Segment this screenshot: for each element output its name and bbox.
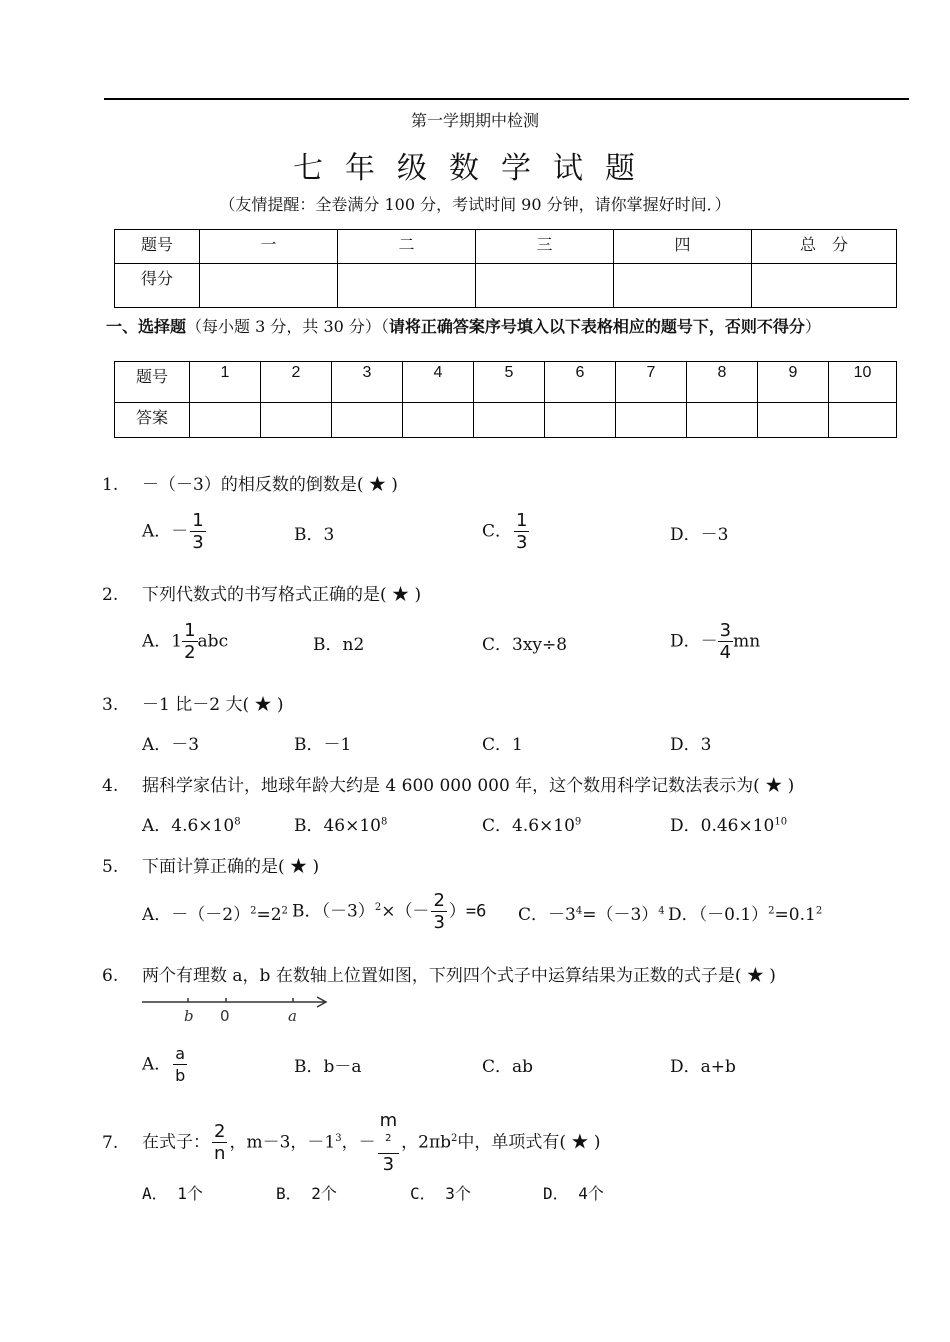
axis-label-0: 0 <box>220 1007 230 1025</box>
score-header-cell: 题号 <box>115 230 200 264</box>
question-stem: 两个有理数 a，b 在数轴上位置如图，下列四个式子中运算结果为正数的式子是( ★ ) <box>142 966 776 986</box>
question-stem: 据科学家估计，地球年龄大约是 4 600 000 000 年，这个数用科学记数法表示为( ★ ) <box>142 776 795 796</box>
question-7: 7. 在式子： $\frac{2}{n}$ ，m－3，$-1^3$，－ m $^2$ 3 ，$2\pi b^2$中，单项式有( ★ ) <box>102 1110 601 1175</box>
answer-header-cell: 3 <box>332 362 403 403</box>
score-row-label: 得分 <box>115 264 200 308</box>
section-1-instruction: 请将正确答案序号填入以下表格相应的题号下，否则不得分 <box>388 317 805 336</box>
q3-option-b[interactable]: B．－1 <box>294 735 352 755</box>
q4-option-a[interactable]: A．$4.6\times 10^8$ <box>142 816 241 836</box>
answer-cell[interactable] <box>687 403 758 438</box>
q1-option-c[interactable]: C． $\frac{1}{3}$ <box>482 510 528 553</box>
section-1-heading <box>106 314 821 337</box>
number-line-figure <box>142 995 332 1027</box>
q2-option-c[interactable]: C．3xy÷8 <box>482 635 568 655</box>
fraction: $\frac{1}{3}$ <box>516 510 528 553</box>
q2-option-d[interactable]: D．－ $\frac{3}{4}$ mn <box>670 620 761 663</box>
q3-option-c[interactable]: C．1 <box>482 735 523 755</box>
answer-cell[interactable] <box>616 403 687 438</box>
q5-option-b[interactable]: B．$(-3)^2\times(-$ $\frac{2}{3}$ ）=6 <box>292 890 487 933</box>
question-stem: －1 比－2 大( ★ ) <box>142 695 284 715</box>
q2-option-a[interactable]: A．1 $\frac{1}{2}$ abc <box>142 620 229 663</box>
question-number: 6. <box>102 966 119 986</box>
score-table <box>114 229 897 308</box>
score-header-cell: 四 <box>614 230 752 264</box>
score-header-cell: 一 <box>200 230 338 264</box>
answer-cell[interactable] <box>829 403 897 438</box>
fraction: $\frac{3}{4}$ <box>719 620 732 663</box>
question-number: 1. <box>102 475 119 495</box>
q7-option-d[interactable]: D． 4个 <box>543 1184 604 1203</box>
score-header-cell: 三 <box>476 230 614 264</box>
answer-cell[interactable] <box>261 403 332 438</box>
fraction: $\frac{1}{3}$ <box>192 510 204 553</box>
section-1-title: 一、选择题 <box>106 317 187 336</box>
exam-subtitle: 第一学期期中检测 <box>410 111 539 130</box>
answer-header-cell: 4 <box>403 362 474 403</box>
header-rule <box>104 98 909 100</box>
question-stem: 下面计算正确的是( ★ ) <box>142 857 320 877</box>
answer-header-cell: 7 <box>616 362 687 403</box>
q7-option-c[interactable]: C． 3个 <box>410 1184 471 1203</box>
question-number: 2. <box>102 585 119 605</box>
q7-option-b[interactable]: B． 2个 <box>276 1184 337 1203</box>
answer-cell[interactable] <box>545 403 616 438</box>
answer-header-cell: 1 <box>190 362 261 403</box>
answer-cell[interactable] <box>403 403 474 438</box>
q1-option-b[interactable]: B．3 <box>294 525 335 545</box>
q6-option-c[interactable]: C．ab <box>482 1057 534 1077</box>
answer-header-cell: 2 <box>261 362 332 403</box>
q6-option-d[interactable]: D．a+b <box>670 1057 736 1077</box>
answer-cell[interactable] <box>474 403 545 438</box>
question-2 <box>102 580 421 605</box>
answer-cell[interactable] <box>190 403 261 438</box>
answer-cell[interactable] <box>332 403 403 438</box>
question-3 <box>102 690 284 715</box>
exam-title: 七年级数学试题 <box>293 151 657 186</box>
question-number: 5. <box>102 857 119 877</box>
question-4 <box>102 771 794 796</box>
answer-header-cell: 5 <box>474 362 545 403</box>
q7-option-a[interactable]: A． 1个 <box>142 1184 203 1203</box>
answer-table <box>114 361 897 438</box>
question-stem: －（－3）的相反数的倒数是( ★ ) <box>142 475 398 495</box>
fraction: $\frac{2}{3}$ <box>433 890 445 933</box>
q6-option-a[interactable]: A． $\frac{a}{b}$ <box>142 1044 186 1085</box>
q5-option-c[interactable]: C．$-3^4=(-3)^4$ <box>518 905 665 925</box>
question-number: 3. <box>102 695 119 715</box>
fraction: $\frac{a}{b}$ <box>175 1044 186 1085</box>
score-header-cell: 总 分 <box>752 230 897 264</box>
score-cell[interactable] <box>338 264 476 308</box>
answer-header-cell: 6 <box>545 362 616 403</box>
question-number: 7. <box>102 1132 119 1153</box>
score-cell[interactable] <box>476 264 614 308</box>
answer-header-cell: 10 <box>829 362 897 403</box>
q4-option-c[interactable]: C．$4.6\times 10^9$ <box>482 816 582 836</box>
axis-label-a: a <box>288 1007 297 1025</box>
section-1-end: ） <box>804 317 821 336</box>
question-stem: 下列代数式的书写格式正确的是( ★ ) <box>142 585 422 605</box>
question-number: 4. <box>102 776 119 796</box>
q6-option-b[interactable]: B．b－a <box>294 1057 362 1077</box>
axis-label-b: b <box>184 1007 194 1025</box>
question-6 <box>102 961 776 986</box>
q1-option-d[interactable]: D．－3 <box>670 525 729 545</box>
exam-reminder: （友情提醒：全卷满分 100 分，考试时间 90 分钟，请你掌握好时间．） <box>219 195 731 214</box>
answer-header-cell: 8 <box>687 362 758 403</box>
q3-option-d[interactable]: D．3 <box>670 735 712 755</box>
question-5 <box>102 852 319 877</box>
answer-cell[interactable] <box>758 403 829 438</box>
fraction: $\frac{1}{2}$ <box>184 620 196 663</box>
q2-option-b[interactable]: B．n2 <box>313 635 365 655</box>
score-cell[interactable] <box>752 264 897 308</box>
answer-row-label: 答案 <box>115 403 190 438</box>
score-cell[interactable] <box>614 264 752 308</box>
question-1 <box>102 470 398 495</box>
q5-option-a[interactable]: A．$-(-2)^2=2^2$ <box>142 905 288 925</box>
q1-option-a[interactable]: A．－ $\frac{1}{3}$ <box>142 510 204 553</box>
q4-option-d[interactable]: D．$0.46\times 10^{10}$ <box>670 816 788 836</box>
q3-option-a[interactable]: A．－3 <box>142 735 200 755</box>
fraction: $\frac{2}{n}$ <box>214 1121 226 1164</box>
score-header-cell: 二 <box>338 230 476 264</box>
fraction: m $^2$ 3 <box>379 1110 398 1175</box>
answer-header-cell: 题号 <box>115 362 190 403</box>
answer-header-cell: 9 <box>758 362 829 403</box>
score-cell[interactable] <box>200 264 338 308</box>
q4-option-b[interactable]: B．$46\times 10^8$ <box>294 816 388 836</box>
section-1-note: （每小题 3 分，共 30 分）（ <box>186 317 389 336</box>
q5-option-d[interactable]: D．$(-0.1)^2=0.1^2$ <box>668 905 823 925</box>
